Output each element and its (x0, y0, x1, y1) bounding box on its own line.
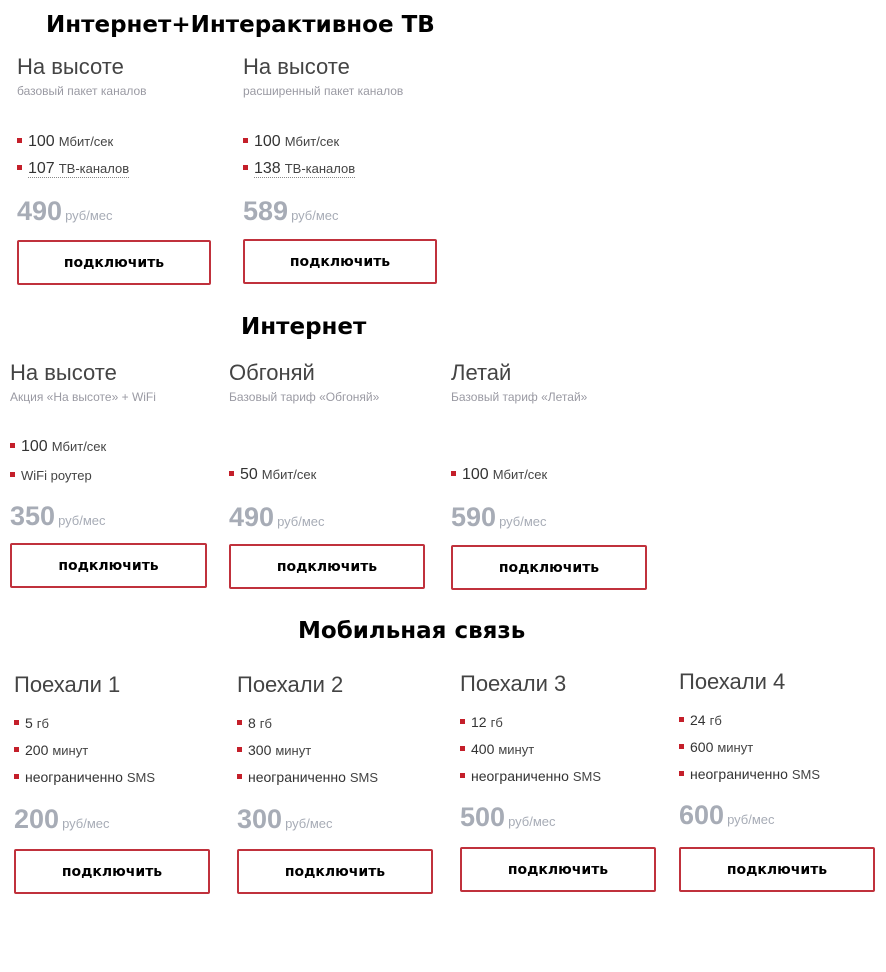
price (14, 804, 110, 835)
feature-value: 100 (462, 466, 489, 483)
price-value: 300 (237, 804, 283, 834)
feature-minutes (237, 742, 311, 760)
bullet-icon (679, 717, 684, 722)
feature-value: 50 (240, 466, 258, 483)
price-unit: руб/мес (499, 514, 547, 529)
feature-unit: гб (709, 713, 722, 728)
feature-unit: минут (52, 743, 89, 758)
feature-minutes (679, 739, 753, 757)
tariff-card (237, 672, 437, 972)
feature-minutes (14, 742, 88, 760)
connect-button[interactable]: подключить (14, 849, 210, 894)
feature-unit: Мбит/сек (261, 467, 317, 482)
feature-speed (17, 133, 113, 151)
feature-value: 100 (21, 438, 48, 455)
bullet-icon (237, 774, 242, 779)
plan-name: Поехали 3 (460, 671, 567, 696)
tariff-card (460, 671, 660, 971)
price (460, 802, 556, 833)
connect-button[interactable]: подключить (237, 849, 433, 894)
feature-value: 138 (254, 160, 281, 177)
feature-unit: гб (490, 715, 503, 730)
feature-value: 24 (690, 712, 706, 728)
bullet-icon (14, 720, 19, 725)
bullet-icon (14, 747, 19, 752)
price-unit: руб/мес (65, 208, 113, 223)
price (229, 502, 325, 533)
bullet-icon (460, 773, 465, 778)
feature-text: неограниченно (248, 769, 346, 785)
feature-unit: ТВ-каналов (58, 161, 130, 176)
price (17, 196, 113, 227)
bullet-icon (451, 471, 456, 476)
bullet-icon (17, 138, 22, 143)
connect-button[interactable]: подключить (229, 544, 425, 589)
plan-name: На высоте (10, 360, 117, 385)
price-value: 350 (10, 501, 56, 531)
feature-value: 300 (248, 742, 272, 758)
feature-speed (229, 466, 316, 484)
price (679, 800, 775, 831)
feature-minutes (460, 741, 534, 759)
bullet-icon (10, 443, 15, 448)
tariff-card (229, 360, 429, 660)
feature-sms (679, 766, 820, 784)
feature-value: 400 (471, 741, 495, 757)
price (10, 501, 106, 532)
feature-sms (460, 768, 601, 786)
bullet-icon (243, 138, 248, 143)
feature-data (14, 715, 49, 733)
price-unit: руб/мес (508, 814, 556, 829)
feature-value: 8 (248, 715, 256, 731)
feature-unit: Мбит/сек (51, 439, 107, 454)
connect-button[interactable]: подключить (460, 847, 656, 892)
feature-value: 600 (690, 739, 714, 755)
price-unit: руб/мес (291, 208, 339, 223)
connect-button[interactable]: подключить (17, 240, 211, 285)
bullet-icon (237, 747, 242, 752)
feature-unit: Мбит/сек (492, 467, 548, 482)
feature-value: 100 (254, 133, 281, 150)
price-value: 589 (243, 196, 289, 226)
feature-text: неограниченно (471, 768, 569, 784)
feature-channels[interactable] (17, 160, 129, 178)
feature-channels[interactable] (243, 160, 355, 178)
bullet-icon (10, 472, 15, 477)
feature-unit: SMS (572, 769, 602, 784)
plan-subtitle: Базовый тариф «Обгоняй» (229, 390, 380, 404)
feature-unit: минут (498, 742, 535, 757)
feature-router (10, 467, 92, 485)
feature-data (460, 714, 503, 732)
price (451, 502, 547, 533)
plan-name: Обгоняй (229, 360, 315, 385)
feature-data (679, 712, 722, 730)
price-unit: руб/мес (285, 816, 333, 831)
tariff-card (17, 54, 217, 354)
section-title-mobile: Мобильная связь (298, 618, 526, 644)
bullet-icon (243, 165, 248, 170)
plan-name: Поехали 4 (679, 669, 786, 694)
price-value: 200 (14, 804, 60, 834)
plan-subtitle: Базовый тариф «Летай» (451, 390, 588, 404)
feature-text: неограниченно (690, 766, 788, 782)
price (243, 196, 339, 227)
tariff-card (14, 672, 214, 972)
bullet-icon (460, 719, 465, 724)
feature-speed (243, 133, 339, 151)
connect-button[interactable]: подключить (243, 239, 437, 284)
plan-subtitle: Акция «На высоте» + WiFi (10, 390, 156, 404)
feature-sms (14, 769, 155, 787)
plan-name: Поехали 2 (237, 672, 344, 697)
section-title-internet-tv: Интернет+Интерактивное ТВ (46, 12, 435, 38)
price-value: 600 (679, 800, 725, 830)
feature-text: WiFi роутер (21, 468, 92, 483)
tariff-card (10, 360, 210, 660)
feature-unit: Мбит/сек (284, 134, 340, 149)
connect-button[interactable]: подключить (679, 847, 875, 892)
feature-value: 100 (28, 133, 55, 150)
feature-value: 107 (28, 160, 55, 177)
connect-button[interactable]: подключить (10, 543, 207, 588)
bullet-icon (17, 165, 22, 170)
plan-name: На высоте (243, 54, 350, 79)
feature-sms (237, 769, 378, 787)
feature-data (237, 715, 272, 733)
feature-unit: SMS (791, 767, 821, 782)
feature-text: неограниченно (25, 769, 123, 785)
price (237, 804, 333, 835)
price-unit: руб/мес (277, 514, 325, 529)
bullet-icon (14, 774, 19, 779)
connect-button[interactable]: подключить (451, 545, 647, 590)
price-unit: руб/мес (727, 812, 775, 827)
feature-unit: гб (259, 716, 272, 731)
feature-unit: SMS (349, 770, 379, 785)
feature-value: 5 (25, 715, 33, 731)
feature-unit: минут (717, 740, 754, 755)
section-title-internet: Интернет (241, 314, 367, 340)
tariff-card (451, 360, 651, 660)
plan-name: На высоте (17, 54, 124, 79)
plan-subtitle: расширенный пакет каналов (243, 84, 404, 98)
feature-unit: гб (36, 716, 49, 731)
bullet-icon (460, 746, 465, 751)
feature-speed (451, 466, 547, 484)
price-value: 490 (17, 196, 63, 226)
feature-unit: Мбит/сек (58, 134, 114, 149)
price-value: 490 (229, 502, 275, 532)
plan-name: Летай (451, 360, 512, 385)
price-unit: руб/мес (58, 513, 106, 528)
feature-unit: минут (275, 743, 312, 758)
feature-unit: SMS (126, 770, 156, 785)
bullet-icon (229, 471, 234, 476)
price-value: 500 (460, 802, 506, 832)
plan-subtitle: базовый пакет каналов (17, 84, 147, 98)
tariff-card (679, 669, 879, 969)
bullet-icon (679, 771, 684, 776)
bullet-icon (237, 720, 242, 725)
bullet-icon (679, 744, 684, 749)
feature-speed (10, 438, 106, 456)
price-unit: руб/мес (62, 816, 110, 831)
feature-value: 12 (471, 714, 487, 730)
price-value: 590 (451, 502, 497, 532)
tariff-card (243, 54, 443, 354)
feature-unit: ТВ-каналов (284, 161, 356, 176)
plan-name: Поехали 1 (14, 672, 121, 697)
feature-value: 200 (25, 742, 49, 758)
